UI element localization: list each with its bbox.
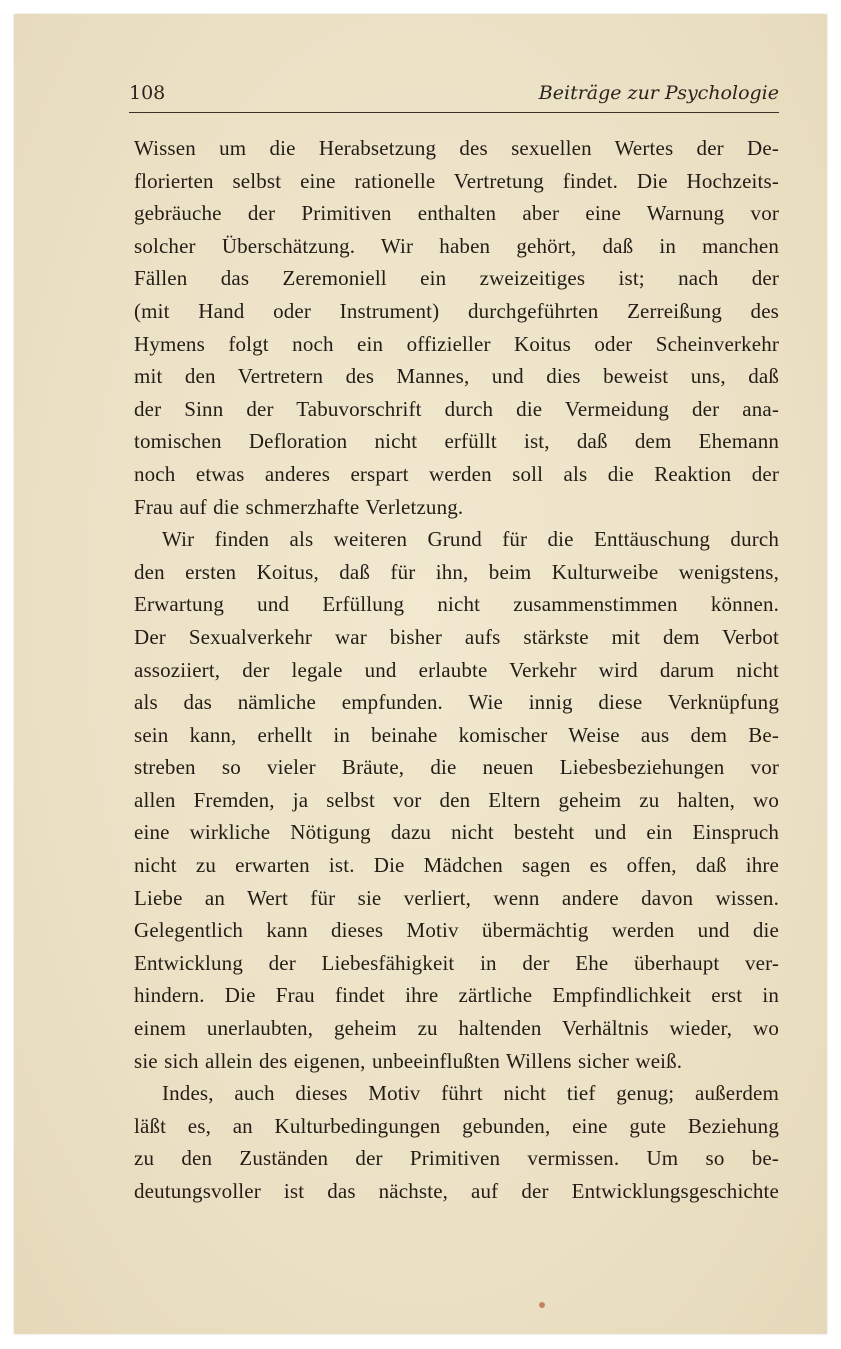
text-line: deutungsvoller ist das nächste, auf der Entwicklungsgeschichte: [134, 1179, 779, 1203]
text-line: tomischen Defloration nicht erfüllt ist, daß dem Ehemann: [134, 429, 779, 454]
text-line: als das nämliche empfunden. Wie innig diese Verknüpfung: [134, 690, 779, 715]
text-line: Entwicklung der Liebesfähigkeit in der Ehe überhaupt ver-: [134, 950, 779, 975]
text-line: Der Sexualverkehr war bisher aufs stärkste mit dem Verbot: [134, 624, 779, 649]
text-line: solcher Überschätzung. Wir haben gehört, daß in manchen: [134, 233, 779, 258]
text-line: sie sich allein des eigenen, unbeeinflußten Willens sicher weiß.: [134, 1048, 683, 1073]
text-line: sein kann, erhellt in beinahe komischer Weise aus dem Be-: [134, 722, 779, 747]
ink-spot: [539, 1302, 545, 1308]
text-line: Indes, auch dieses Motiv führt nicht tief genug; außerdem: [162, 1081, 779, 1106]
text-line: noch etwas anderes erspart werden soll als die Reaktion der: [134, 461, 779, 486]
text-line: (mit Hand oder Instrument) durchgeführten Zerreißung des: [134, 298, 779, 323]
body-text: [134, 132, 779, 1208]
text-line: Gelegentlich kann dieses Motiv übermächtig werden und die: [134, 918, 779, 943]
page-number: 108: [129, 82, 166, 104]
text-line: assoziiert, der legale und erlaubte Verkehr wird darum nicht: [134, 657, 779, 682]
text-line: hindern. Die Frau findet ihre zärtliche Empfindlichkeit erst in: [134, 983, 779, 1008]
book-page: [14, 14, 827, 1334]
text-line: streben so vieler Bräute, die neuen Liebesbeziehungen vor: [134, 755, 779, 780]
text-line: eine wirkliche Nötigung dazu nicht besteht und ein Einspruch: [134, 820, 779, 845]
text-line: zu den Zuständen der Primitiven vermissen. Um so be-: [134, 1146, 779, 1171]
text-line: florierten selbst eine rationelle Vertretung findet. Die Hochzeits-: [134, 168, 779, 193]
text-line: allen Fremden, ja selbst vor den Eltern geheim zu halten, wo: [134, 787, 779, 812]
text-line: Liebe an Wert für sie verliert, wenn andere davon wissen.: [134, 885, 779, 910]
running-head: Beiträge zur Psychologie: [538, 82, 779, 104]
page-header: [129, 72, 779, 112]
text-line: der Sinn der Tabuvorschrift durch die Vermeidung der ana-: [134, 396, 779, 421]
text-line: Hymens folgt noch ein offizieller Koitus oder Scheinverkehr: [134, 331, 779, 356]
text-line: Wir finden als weiteren Grund für die Enttäuschung durch: [162, 527, 779, 552]
text-line: einem unerlaubten, geheim zu haltenden Verhältnis wieder, wo: [134, 1016, 779, 1041]
text-line: gebräuche der Primitiven enthalten aber eine Warnung vor: [134, 201, 779, 226]
header-rule: [129, 112, 779, 113]
text-line: den ersten Koitus, daß für ihn, beim Kulturweibe wenigstens,: [134, 559, 779, 584]
text-line: mit den Vertretern des Mannes, und dies beweist uns, daß: [134, 364, 779, 389]
text-line: Fällen das Zeremoniell ein zweizeitiges ist; nach der: [134, 266, 779, 291]
text-line: Frau auf die schmerzhafte Verletzung.: [134, 494, 464, 519]
text-line: Erwartung und Erfüllung nicht zusammenstimmen können.: [134, 592, 779, 617]
text-line: läßt es, an Kulturbedingungen gebunden, eine gute Beziehung: [134, 1113, 779, 1138]
text-line: Wissen um die Herabsetzung des sexuellen Wertes der De-: [134, 136, 779, 160]
text-line: nicht zu erwarten ist. Die Mädchen sagen es offen, daß ihre: [134, 853, 779, 878]
